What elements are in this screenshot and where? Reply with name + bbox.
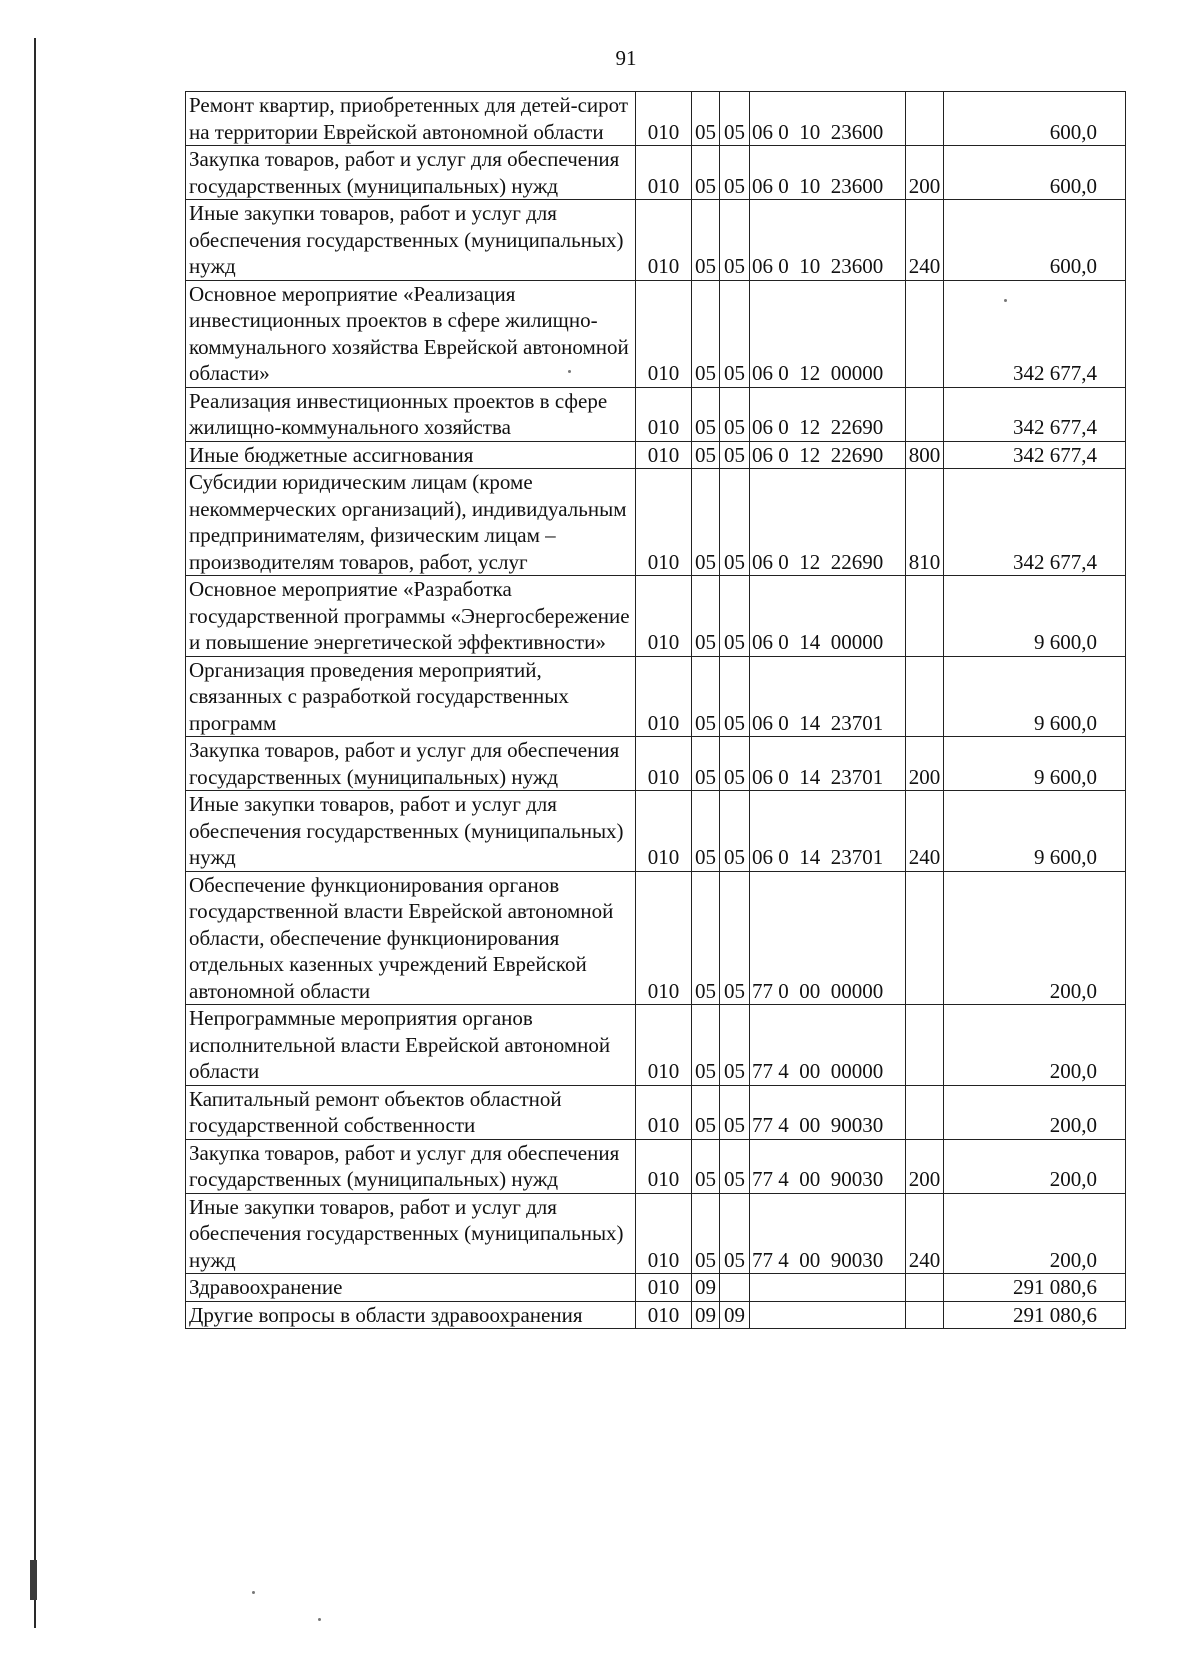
code-target-article: 06 0 14 23701: [750, 656, 906, 737]
table-row: [186, 469, 1126, 576]
code-target-article: 06 0 12 22690: [750, 441, 906, 469]
code-grbs: 010: [636, 737, 692, 791]
code-section: 05: [692, 1005, 720, 1086]
row-amount: 600,0: [944, 92, 1126, 146]
code-expense-type: [906, 280, 944, 387]
code-expense-type: [906, 1301, 944, 1329]
table-row: [186, 1193, 1126, 1274]
code-grbs: 010: [636, 1139, 692, 1193]
code-expense-type: [906, 92, 944, 146]
code-subsection: 05: [720, 1193, 750, 1274]
row-name: Организация проведения мероприятий, связанных с разработкой государственных программ: [186, 656, 636, 737]
code-subsection: 05: [720, 576, 750, 657]
row-name: Иные закупки товаров, работ и услуг для обеспечения государственных (муниципальных) нужд: [186, 791, 636, 872]
code-expense-type: 800: [906, 441, 944, 469]
code-section: 05: [692, 1139, 720, 1193]
code-section: 05: [692, 1193, 720, 1274]
table-row: [186, 1301, 1126, 1329]
code-section: 05: [692, 576, 720, 657]
code-grbs: 010: [636, 1274, 692, 1302]
code-grbs: 010: [636, 791, 692, 872]
code-target-article: 77 4 00 90030: [750, 1139, 906, 1193]
row-name: Здравоохранение: [186, 1274, 636, 1302]
code-expense-type: 240: [906, 200, 944, 281]
code-expense-type: 200: [906, 146, 944, 200]
code-grbs: 010: [636, 1301, 692, 1329]
code-expense-type: 200: [906, 737, 944, 791]
code-section: 05: [692, 1085, 720, 1139]
code-subsection: 05: [720, 280, 750, 387]
code-grbs: 010: [636, 469, 692, 576]
code-target-article: 77 0 00 00000: [750, 871, 906, 1005]
table-row: [186, 871, 1126, 1005]
row-name: Ремонт квартир, приобретенных для детей-сирот на территории Еврейской автономной области: [186, 92, 636, 146]
row-amount: 9 600,0: [944, 576, 1126, 657]
code-subsection: 05: [720, 656, 750, 737]
row-name: Непрограммные мероприятия органов исполнительной власти Еврейской автономной области: [186, 1005, 636, 1086]
table-row: [186, 656, 1126, 737]
row-name: Капитальный ремонт объектов областной государственной собственности: [186, 1085, 636, 1139]
code-target-article: [750, 1301, 906, 1329]
code-target-article: 06 0 10 23600: [750, 146, 906, 200]
code-expense-type: [906, 1274, 944, 1302]
code-section: 05: [692, 92, 720, 146]
code-target-article: 06 0 10 23600: [750, 200, 906, 281]
table-row: [186, 1274, 1126, 1302]
code-section: 05: [692, 871, 720, 1005]
row-amount: 200,0: [944, 1005, 1126, 1086]
row-amount: 342 677,4: [944, 469, 1126, 576]
code-target-article: [750, 1274, 906, 1302]
code-section: 09: [692, 1301, 720, 1329]
table-row: [186, 280, 1126, 387]
row-amount: 600,0: [944, 200, 1126, 281]
row-name: Обеспечение функционирования органов государственной власти Еврейской автономной области, обеспечение функционирования отдельных казенных учреждений Еврейской автономной области: [186, 871, 636, 1005]
scan-speck: [1004, 299, 1007, 302]
code-expense-type: 200: [906, 1139, 944, 1193]
row-amount: 291 080,6: [944, 1274, 1126, 1302]
code-grbs: 010: [636, 1085, 692, 1139]
code-subsection: 05: [720, 387, 750, 441]
row-amount: 600,0: [944, 146, 1126, 200]
code-target-article: 77 4 00 90030: [750, 1193, 906, 1274]
code-expense-type: 240: [906, 1193, 944, 1274]
scan-speck: [568, 370, 571, 373]
code-grbs: 010: [636, 656, 692, 737]
code-grbs: 010: [636, 146, 692, 200]
code-expense-type: [906, 387, 944, 441]
code-subsection: 05: [720, 92, 750, 146]
code-section: 05: [692, 791, 720, 872]
code-section: 05: [692, 441, 720, 469]
row-amount: 200,0: [944, 1193, 1126, 1274]
table-row: [186, 1005, 1126, 1086]
code-expense-type: 810: [906, 469, 944, 576]
code-grbs: 010: [636, 387, 692, 441]
row-amount: 342 677,4: [944, 280, 1126, 387]
table-row: [186, 146, 1126, 200]
code-subsection: 05: [720, 737, 750, 791]
code-grbs: 010: [636, 92, 692, 146]
row-amount: 200,0: [944, 871, 1126, 1005]
code-subsection: [720, 1274, 750, 1302]
row-amount: 342 677,4: [944, 441, 1126, 469]
code-subsection: 09: [720, 1301, 750, 1329]
row-amount: 342 677,4: [944, 387, 1126, 441]
row-name: Реализация инвестиционных проектов в сфере жилищно-коммунального хозяйства: [186, 387, 636, 441]
row-name: Закупка товаров, работ и услуг для обеспечения государственных (муниципальных) нужд: [186, 146, 636, 200]
code-expense-type: [906, 576, 944, 657]
table-row: [186, 576, 1126, 657]
row-name: Иные бюджетные ассигнования: [186, 441, 636, 469]
code-section: 05: [692, 280, 720, 387]
row-name: Основное мероприятие «Реализация инвестиционных проектов в сфере жилищно-коммунального хозяйства Еврейской автономной области»: [186, 280, 636, 387]
table-body: [186, 92, 1126, 1329]
code-section: 05: [692, 146, 720, 200]
row-amount: 200,0: [944, 1085, 1126, 1139]
code-grbs: 010: [636, 1193, 692, 1274]
row-amount: 200,0: [944, 1139, 1126, 1193]
row-amount: 9 600,0: [944, 737, 1126, 791]
code-target-article: 77 4 00 90030: [750, 1085, 906, 1139]
code-expense-type: 240: [906, 791, 944, 872]
table-row: [186, 92, 1126, 146]
code-subsection: 05: [720, 469, 750, 576]
code-grbs: 010: [636, 871, 692, 1005]
table-row: [186, 1085, 1126, 1139]
code-subsection: 05: [720, 1139, 750, 1193]
code-subsection: 05: [720, 791, 750, 872]
code-target-article: 06 0 12 00000: [750, 280, 906, 387]
page-number: 91: [615, 46, 637, 70]
row-amount: 291 080,6: [944, 1301, 1126, 1329]
code-grbs: 010: [636, 200, 692, 281]
row-name: Субсидии юридическим лицам (кроме некоммерческих организаций), индивидуальным предпринимателям, физическим лицам – производителям товаров, работ, услуг: [186, 469, 636, 576]
code-grbs: 010: [636, 1005, 692, 1086]
code-section: 05: [692, 737, 720, 791]
row-name: Закупка товаров, работ и услуг для обеспечения государственных (муниципальных) нужд: [186, 1139, 636, 1193]
code-subsection: 05: [720, 200, 750, 281]
code-section: 05: [692, 200, 720, 281]
code-grbs: 010: [636, 280, 692, 387]
row-amount: 9 600,0: [944, 791, 1126, 872]
table-row: [186, 387, 1126, 441]
code-expense-type: [906, 871, 944, 1005]
row-amount: 9 600,0: [944, 656, 1126, 737]
code-subsection: 05: [720, 1005, 750, 1086]
row-name: Другие вопросы в области здравоохранения: [186, 1301, 636, 1329]
code-target-article: 06 0 10 23600: [750, 92, 906, 146]
table-row: [186, 441, 1126, 469]
code-section: 05: [692, 387, 720, 441]
row-name: Иные закупки товаров, работ и услуг для обеспечения государственных (муниципальных) нужд: [186, 200, 636, 281]
code-subsection: 05: [720, 871, 750, 1005]
code-subsection: 05: [720, 146, 750, 200]
scan-speck: [252, 1591, 255, 1594]
code-target-article: 06 0 12 22690: [750, 469, 906, 576]
code-target-article: 06 0 14 23701: [750, 737, 906, 791]
code-subsection: 05: [720, 441, 750, 469]
table-row: [186, 1139, 1126, 1193]
code-target-article: 06 0 14 00000: [750, 576, 906, 657]
code-subsection: 05: [720, 1085, 750, 1139]
code-target-article: 77 4 00 00000: [750, 1005, 906, 1086]
table-row: [186, 200, 1126, 281]
scan-binding-mark: [30, 1560, 37, 1600]
code-grbs: 010: [636, 576, 692, 657]
budget-table: [185, 91, 1126, 1329]
row-name: Основное мероприятие «Разработка государственной программы «Энергосбережение и повышение энергетической эффективности»: [186, 576, 636, 657]
code-expense-type: [906, 1085, 944, 1139]
code-target-article: 06 0 14 23701: [750, 791, 906, 872]
code-section: 09: [692, 1274, 720, 1302]
code-target-article: 06 0 12 22690: [750, 387, 906, 441]
table-row: [186, 737, 1126, 791]
table-row: [186, 791, 1126, 872]
row-name: Закупка товаров, работ и услуг для обеспечения государственных (муниципальных) нужд: [186, 737, 636, 791]
code-expense-type: [906, 1005, 944, 1086]
row-name: Иные закупки товаров, работ и услуг для обеспечения государственных (муниципальных) нужд: [186, 1193, 636, 1274]
code-section: 05: [692, 656, 720, 737]
code-expense-type: [906, 656, 944, 737]
code-section: 05: [692, 469, 720, 576]
code-grbs: 010: [636, 441, 692, 469]
scan-speck: [318, 1618, 321, 1621]
scan-binding-edge: [34, 38, 36, 1628]
